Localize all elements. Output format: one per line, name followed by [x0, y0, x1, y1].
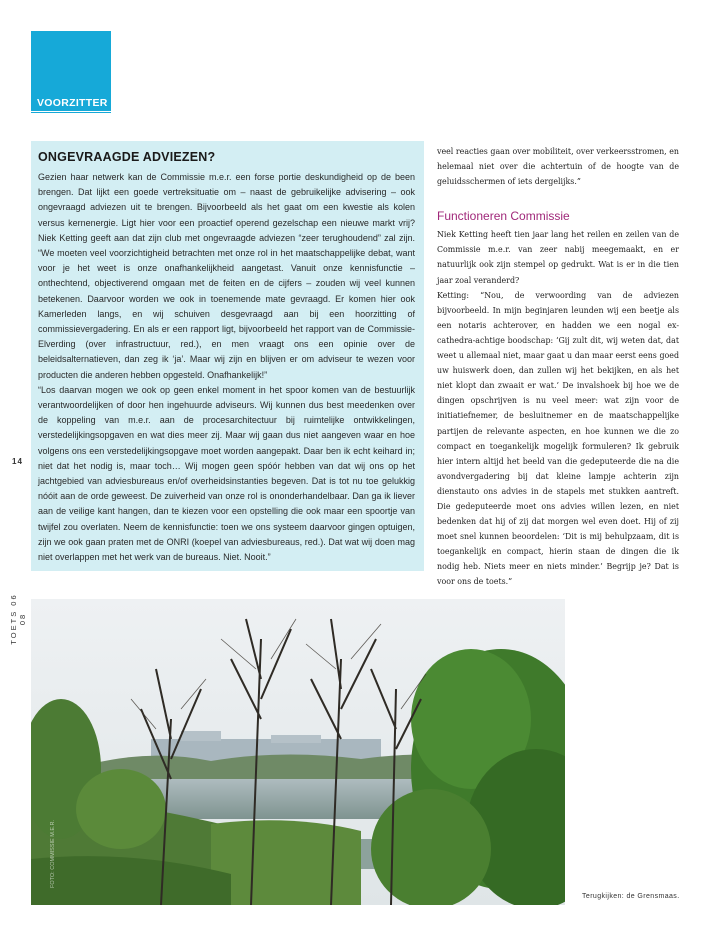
box-paragraph: “Los daarvan mogen we ook op geen enkel moment in het spoor komen van de bestuurlijk verantwoordelijken of door hen ingehuurde adviseurs. Wij kunnen dus best meedenken over de koppeling van m.e.r. aan de procesarchitectuur bij ruimtelijke ontwikkelingen, verstedelijkingsopgaven en wat dies meer zij. Maar wij gaan dus niet aangeven waar en hoe volgens ons een verstedelijkingsopgave moet worden aangepakt. Daar ben ik echt keihard in; niet dat het nodig is, maar toch… Wij mogen geen spóór hebben van dat wij ons op het jachtgebied van adviesbureaus en/of overheidsinstanties begeven. Dat is tot nu toe gelukkig nóóit aan de orde geweest. De zuiverheid van onze rol is ononderhandelbaar. Dan ga ik liever aan de veilige kant hangen, dan te kiezen voor een opstelling die ook maar een spoortje van twijfel zou overlaten. Neem de kennisfunctie: toen we ons systeem daarvoor gingen optuigen, zijn we ook gaan praten met de ONRI (koepel van adviesbureaus, red.). Dat wat wij doen mag niet overlappen met het werk van de bureaus. Niet. Nooit.”	[38, 384, 415, 563]
box-paragraph: Gezien haar netwerk kan de Commissie m.e.r. een forse portie deskundigheid op de been brengen. Dat lijkt een goede vertreksituatie om – naast de gebruikelijke advisering – ook ongevraagd adviezen uit te brengen. Bijvoorbeeld als het gaat om een kwestie als kolen versus kernenergie. Ligt hier voor een proactief operend gezelschap een nieuwe markt vrij? Niek Ketting geeft aan dat zijn club met ongevraagde adviezen “zeer terughoudend” zal zijn. “We moeten veel voorzichtigheid betrachten met onze rol in het maatschappelijke debat, want voor je het weet is onze onafhankelijkheid aangetast. Vanuit onze kennisfunctie – onthechtend, objectiverend omgaan met de feiten en de cijfers – zouden wij veel kunnen betekenen. Daarvoor worden we ook in toenemende mate gevraagd. Er komen hier ook Kamerleden langs, en wij schuiven desgevraagd aan bij een hoorzitting of commissievergadering. En als er een rapport ligt, bijvoorbeeld het rapport van de Commissie-Elverding (over infrastructuur, red.), en men vraagt ons een opinie over de beleidsalternatieven, dan zeg ik ‘ja’. Maar wij zijn en blijven er om adviseur te wezen voor producten die anderen hebben opgesteld. Onafhankelijk!”	[38, 172, 415, 380]
article-paragraph: Ketting: “Nou, de verwoording van de adviezen bijvoorbeeld. In mijn beginjaren leunden wij een beetje als een notaris achterover, en hadden we een nogal ex-cathedra-achtige boodschap: ‘Gij zult dit, wij weten dat, dat weet u allemaal niet, maar gaat u dan maar eerst eens goed uw huiswerk doen, dan zullen wij het bekijken, en als het niet klopt dan zwaait er wat.’ De invalshoek bij hoe we de dingen opschrijven is nu veel meer: wat zijn voor de initiatiefnemer, de besluitnemer en de maatschappelijke partijen de relevante aspecten, en hoe kunnen we die zo compact en toegankelijk mogelijk formuleren? Ik gebruik hier intern altijd het beeld van die gedeputeerde die na die avondvergadering bij dat kleine lampje achterin zijn dienstauto ons advies in de stapels met stukken aantreft. Die gedeputeerde moet ons advies willen lezen, en niet bedenken dat hij of zij dat morgen wel even doet. Hij of zij moet snel kunnen beoordelen: ‘Dit is mij behulpzaam, dit is toegankelijk en compact, hierin staan de dingen die ik nodig heb. Niets meer en niets minder.’ Begrijp je? Dat is voor ons de toets.”	[437, 290, 679, 587]
box-title: ONGEVRAAGDE ADVIEZEN?	[38, 150, 216, 164]
box-body	[38, 170, 415, 565]
article-subheading: Functioneren Commissie	[437, 209, 570, 224]
article-column	[437, 144, 679, 590]
section-label: VOORZITTER	[37, 97, 108, 109]
section-rule	[31, 112, 111, 113]
photo-credit: FOTO: COMMISSIE M.E.R.	[50, 819, 56, 888]
landscape-photo	[31, 599, 565, 905]
article-paragraph: Niek Ketting heeft tien jaar lang het reilen en zeilen van de Commissie m.e.r. van zeer nabij meegemaakt, en er natuurlijk ook zijn stempel op gedrukt. Wat is er in die tien jaar zoal veranderd?	[437, 230, 679, 285]
magazine-issue: TOETS 06 08	[9, 593, 27, 645]
landscape-photo-icon	[31, 599, 565, 905]
article-intro: veel reacties gaan over mobiliteit, over verkeersstromen, en helemaal niet over die achtertuin of de hoogte van de geluidsschermen of iets dergelijks.”	[437, 147, 679, 187]
page-number: 14	[12, 457, 23, 466]
photo-caption: Terugkijken: de Grensmaas.	[582, 893, 680, 900]
